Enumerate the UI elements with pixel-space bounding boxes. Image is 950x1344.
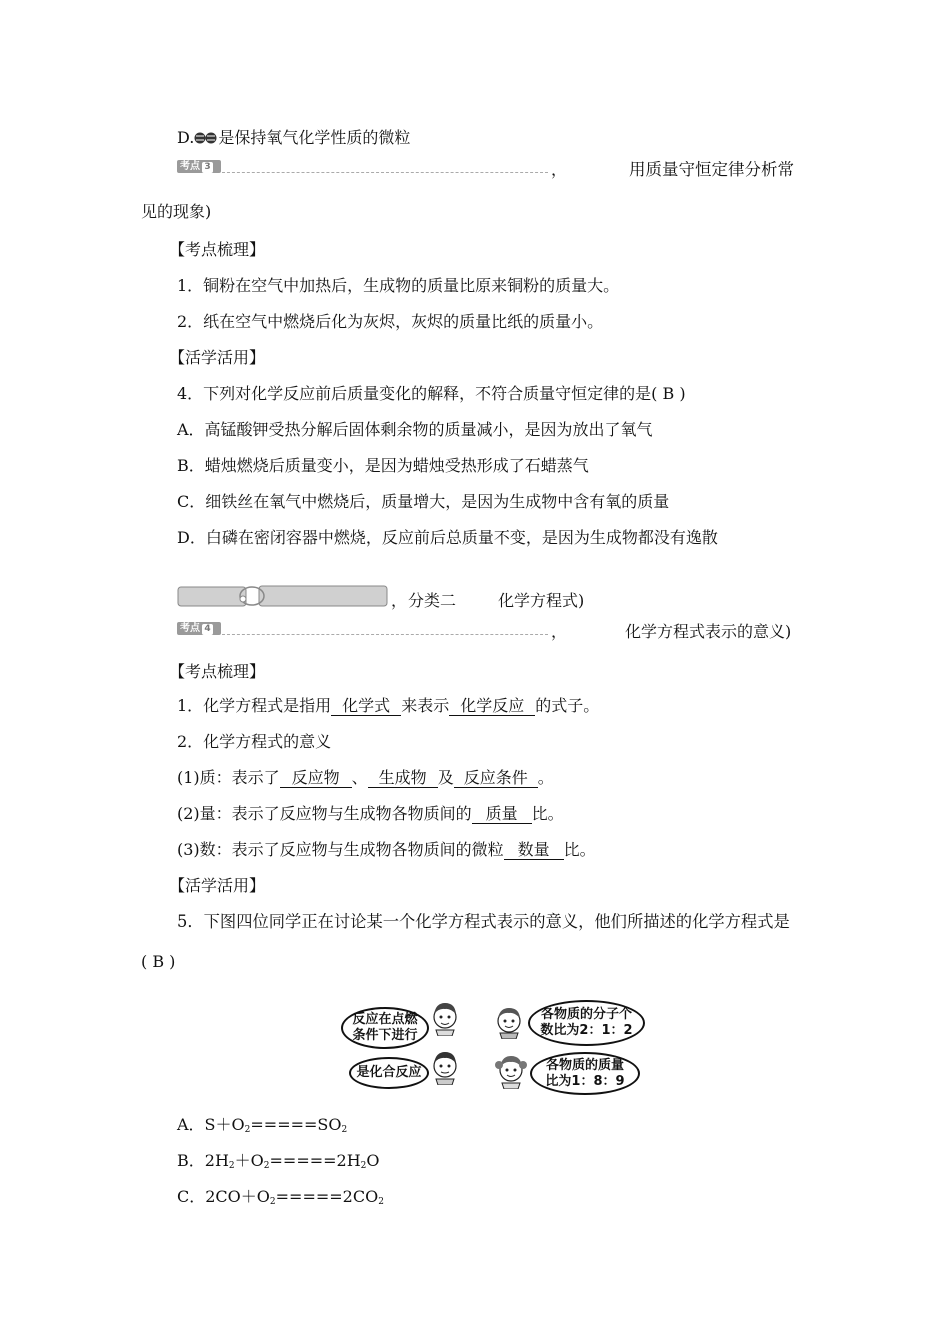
classify-label: 分类二 bbox=[408, 591, 457, 610]
classify-sep: ， bbox=[391, 591, 408, 610]
speech-bubble-1 bbox=[341, 1007, 429, 1049]
text: A．S＋O bbox=[177, 1115, 245, 1134]
review-1-p2: 2．纸在空气中燃烧后化为灰烬，灰烬的质量比纸的质量小。 bbox=[177, 312, 604, 331]
text: O bbox=[366, 1151, 380, 1170]
question-4-option-a: A．高锰酸钾受热分解后固体剩余物的质量减小，是因为放出了氧气 bbox=[177, 420, 653, 439]
question-4: 4．下列对化学反应前后质量变化的解释，不符合质量守恒定律的是( B ) bbox=[177, 384, 686, 403]
subscript: 2 bbox=[263, 1161, 270, 1171]
kaodian-rule bbox=[222, 634, 548, 635]
kaodian3-title-a: 用质量守恒定律分析常 bbox=[629, 160, 794, 179]
kaodian4-title: 化学方程式表示的意义) bbox=[625, 622, 792, 641]
bubble-3-text: 是化合反应 bbox=[356, 1065, 422, 1080]
discussion-figure bbox=[340, 995, 645, 1095]
review-2-p1 bbox=[177, 696, 599, 716]
text: 、 bbox=[351, 768, 368, 787]
student-face-icon bbox=[494, 1053, 528, 1093]
question-4-option-c: C．细铁丝在氧气中燃烧后，质量增大，是因为生成物中含有氧的质量 bbox=[177, 492, 670, 511]
classify-title: 化学方程式) bbox=[498, 591, 585, 610]
text: B．2H bbox=[177, 1151, 229, 1170]
kaodian4-sep: ， bbox=[551, 622, 568, 641]
text: 比。 bbox=[531, 804, 564, 823]
review-2-p4 bbox=[177, 804, 564, 824]
text: 1．化学方程式是指用 bbox=[177, 696, 332, 715]
kaodian3-sep: ， bbox=[551, 160, 568, 179]
student-face-icon bbox=[430, 1049, 460, 1089]
kaodian-badge-num: 3 bbox=[202, 162, 213, 173]
question-5-option-a bbox=[177, 1115, 347, 1140]
answer-blank: 反应物 bbox=[280, 769, 352, 788]
text: (1)质：表示了 bbox=[177, 768, 280, 787]
kaodian-rule bbox=[222, 172, 548, 173]
subscript: 2 bbox=[228, 1161, 235, 1171]
molecule-icon bbox=[194, 130, 218, 150]
kaodian3-title-b: 见的现象) bbox=[141, 202, 212, 221]
review-2-p2: 2．化学方程式的意义 bbox=[177, 732, 332, 751]
subscript: 2 bbox=[341, 1125, 348, 1135]
bubble-1-text: 反应在点燃 条件下进行 bbox=[352, 1012, 418, 1043]
text: (2)量：表示了反应物与生成物各物质间的 bbox=[177, 804, 472, 823]
question-5-option-b bbox=[177, 1151, 380, 1176]
question-5: 5．下图四位同学正在讨论某一个化学方程式表示的意义，他们所描述的化学方程式是 bbox=[177, 912, 790, 931]
subscript: 2 bbox=[269, 1197, 276, 1207]
option-d-prefix: D. bbox=[177, 128, 195, 147]
subscript: 2 bbox=[360, 1161, 367, 1171]
text: =====2H bbox=[269, 1151, 361, 1170]
text: =====SO bbox=[250, 1115, 342, 1134]
answer-blank: 数量 bbox=[504, 841, 564, 860]
text: 的式子。 bbox=[535, 696, 600, 715]
kaodian-badge-4 bbox=[177, 622, 221, 635]
text: C．2CO＋O bbox=[177, 1187, 270, 1206]
subscript: 2 bbox=[378, 1197, 384, 1207]
question-5-answer: ( B ) bbox=[141, 952, 176, 971]
question-4-option-b: B．蜡烛燃烧后质量变小，是因为蜡烛受热形成了石蜡蒸气 bbox=[177, 456, 589, 475]
speech-bubble-2 bbox=[528, 1000, 645, 1046]
speech-bubble-3 bbox=[349, 1057, 429, 1089]
text: 比。 bbox=[563, 840, 596, 859]
kaodian-badge-num: 4 bbox=[202, 624, 213, 635]
text: =====2CO bbox=[275, 1187, 379, 1206]
option-d-line bbox=[177, 128, 410, 150]
review-2-p5 bbox=[177, 840, 596, 860]
option-d-text: 是保持氧气化学性质的微粒 bbox=[218, 128, 411, 147]
student-face-icon bbox=[494, 1005, 524, 1043]
question-5-option-c bbox=[177, 1187, 384, 1212]
kaodian-badge-3 bbox=[177, 160, 221, 173]
classify-banner bbox=[177, 585, 389, 609]
review-1-p1: 1．铜粉在空气中加热后，生成物的质量比原来铜粉的质量大。 bbox=[177, 276, 620, 295]
kaodian-badge-label: 考点 bbox=[180, 161, 200, 172]
speech-bubble-4 bbox=[530, 1052, 640, 1095]
question-4-option-d: D．白磷在密闭容器中燃烧，反应前后总质量不变，是因为生成物都没有逸散 bbox=[177, 528, 718, 547]
answer-blank: 生成物 bbox=[368, 769, 438, 788]
text: 及 bbox=[437, 768, 454, 787]
answer-blank: 化学反应 bbox=[449, 697, 535, 716]
text: 。 bbox=[537, 768, 554, 787]
review-2-p3 bbox=[177, 768, 554, 788]
text: ＋O bbox=[234, 1151, 264, 1170]
answer-blank: 化学式 bbox=[331, 697, 401, 716]
subscript: 2 bbox=[244, 1125, 251, 1135]
heading-practice-1: 【活学活用】 bbox=[169, 348, 266, 367]
heading-practice-2: 【活学活用】 bbox=[169, 876, 266, 895]
kaodian-badge-label: 考点 bbox=[180, 623, 200, 634]
answer-blank: 质量 bbox=[472, 805, 532, 824]
bubble-2-text: 各物质的分子个 数比为2：1：2 bbox=[540, 1007, 633, 1038]
answer-blank: 反应条件 bbox=[454, 769, 538, 788]
text: 来表示 bbox=[401, 696, 450, 715]
heading-review-2: 【考点梳理】 bbox=[169, 662, 266, 681]
bubble-4-text: 各物质的质量 比为1：8：9 bbox=[545, 1057, 625, 1089]
heading-review-1: 【考点梳理】 bbox=[169, 240, 266, 259]
text: (3)数：表示了反应物与生成物各物质间的微粒 bbox=[177, 840, 504, 859]
student-face-icon bbox=[430, 1000, 460, 1040]
